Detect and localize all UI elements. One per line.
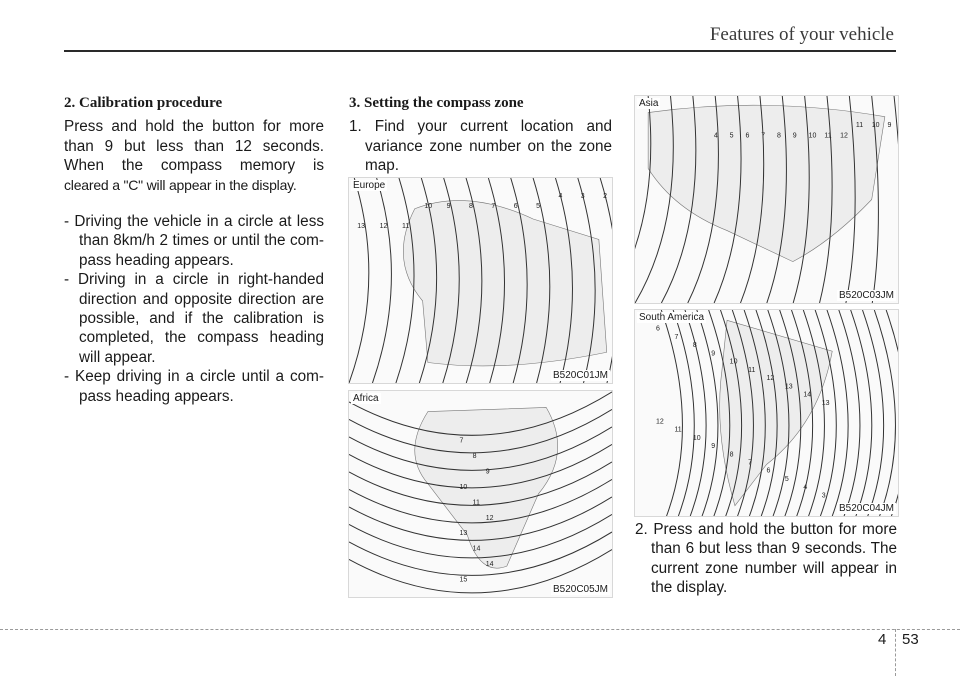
africa-map — [348, 390, 613, 598]
europe-map — [348, 177, 613, 384]
zone-number-label: 5 — [729, 132, 734, 140]
zone-number-label: 6 — [656, 325, 660, 333]
map-figure-code: B520C03JM — [838, 290, 894, 301]
map-drawing — [349, 391, 612, 597]
zone-number-label: 8 — [729, 451, 734, 459]
map-region-label: Europe — [353, 180, 386, 191]
zone-number-label: 10 — [459, 483, 468, 491]
chapter-number: 4 — [878, 631, 887, 648]
zone-section — [349, 94, 612, 176]
calibration-intro-line-3: When the compass memory is — [64, 157, 324, 175]
zone-number-label: 7 — [748, 459, 752, 467]
calibration-intro-line-2: than 9 but less than 12 seconds. — [64, 137, 324, 155]
zone-number-label: 11 — [748, 366, 756, 374]
calibration-intro-line-4: cleared a "C" will appear in the display. — [64, 176, 297, 193]
zone-number-label: 13 — [784, 383, 793, 391]
zone-number-label: 9 — [711, 350, 716, 358]
zone-number-label: 6 — [766, 467, 771, 475]
landmass-outline — [403, 201, 606, 366]
zone-number-label: 11 — [674, 426, 682, 434]
south-america-map — [634, 309, 899, 517]
map-drawing — [635, 96, 898, 303]
zone-heading: 3. Setting the compass zone — [349, 95, 524, 111]
zone-number-label: 12 — [656, 418, 664, 426]
zone-number-label: 14 — [803, 391, 812, 399]
zone-number-label: 10 — [808, 132, 817, 140]
zone-contour-line — [685, 310, 706, 516]
calibration-bullet-list — [64, 212, 324, 406]
zone-number-label: 8 — [469, 203, 473, 210]
zone-number-label: 11 — [401, 223, 410, 230]
zone-number-label: 9 — [485, 468, 490, 476]
zone-number-label: 11 — [824, 132, 832, 140]
zone-number-label: 7 — [491, 203, 496, 210]
map-figure-code: B520C01JM — [552, 370, 608, 381]
calibration-bullet: - Driving the vehicle in a circle at less than 8km/h 2 times or until the com-pass heading appears. — [64, 213, 324, 269]
zone-number-label: 14 — [485, 561, 494, 569]
zone-number-label: 14 — [472, 545, 481, 553]
asia-map — [634, 95, 899, 304]
map-region-label: Africa — [353, 393, 379, 404]
footer-divider — [895, 629, 896, 676]
calibration-bullet: - Keep driving in a circle until a com-pass heading appears. — [64, 368, 324, 405]
calibration-heading: 2. Calibration procedure — [64, 95, 223, 111]
zone-number-label: 13 — [357, 223, 366, 230]
zone-number-label: 12 — [766, 375, 775, 383]
zone-number-label: 6 — [745, 132, 750, 140]
zone-number-label: 12 — [485, 514, 494, 522]
zone-number-label: 10 — [729, 358, 738, 366]
zone-steps-cont — [635, 520, 897, 598]
zone-number-label: 10 — [424, 203, 433, 210]
map-drawing — [349, 178, 612, 383]
zone-number-label: 9 — [792, 132, 797, 140]
zone-number-label: 4 — [558, 193, 563, 200]
footer-rule — [0, 629, 960, 630]
page-number: 53 — [902, 631, 919, 648]
zone-number-label: 4 — [713, 132, 718, 140]
zone-number-label: 13 — [821, 399, 830, 407]
zone-number-label: 8 — [692, 342, 697, 350]
zone-contour-line — [886, 310, 898, 516]
zone-number-label: 10 — [871, 122, 880, 130]
zone-step-1: 1. Find your current location and variance zone number on the zone map. — [349, 118, 612, 175]
zone-number-label: 5 — [536, 203, 541, 210]
zone-number-label: 4 — [803, 484, 808, 492]
zone-steps — [349, 117, 612, 175]
zone-contour-line — [673, 310, 694, 516]
zone-number-label: 9 — [446, 203, 451, 210]
zone-number-label: 9 — [887, 122, 892, 130]
zone-number-label: 7 — [761, 132, 766, 140]
zone-number-label: 12 — [840, 132, 848, 140]
zone-number-label: 7 — [459, 437, 464, 445]
calibration-bullet: - Driving in a circle in right-handed direction and opposite direction are possible, and if the calibration is completed, the compass heading will appear. — [64, 271, 324, 366]
zone-number-label: 11 — [855, 122, 864, 130]
zone-contour-line — [894, 96, 898, 303]
zone-number-label: 5 — [784, 475, 789, 483]
zone-contour-line — [851, 310, 872, 516]
zone-contour-line — [661, 310, 682, 516]
calibration-section — [64, 94, 324, 406]
zone-contour-line — [839, 310, 860, 516]
header-rule — [64, 50, 896, 52]
zone-number-label: 7 — [674, 333, 679, 341]
zone-number-label: 15 — [459, 576, 468, 584]
zone-contour-line — [697, 310, 718, 516]
zone-contour-line — [874, 310, 895, 516]
calibration-intro-line-1: Press and hold the button for more — [64, 118, 324, 136]
zone-number-label: 12 — [379, 223, 388, 230]
zone-number-label: 8 — [472, 452, 477, 460]
map-region-label: Asia — [639, 98, 659, 109]
map-figure-code: B520C04JM — [838, 503, 894, 514]
zone-number-label: 2 — [603, 193, 608, 200]
zone-number-label: 8 — [777, 132, 781, 140]
zone-contour-line — [827, 310, 848, 516]
zone-contour-line — [372, 178, 391, 383]
zone-step-2-block — [635, 520, 897, 598]
zone-contour-line — [862, 310, 883, 516]
header-title: Features of your vehicle — [709, 24, 894, 45]
zone-contour-line — [815, 310, 836, 516]
zone-step-2: 2. Press and hold the button for more than 6 but less than 9 seconds. The current zone number will appear in the display. — [635, 521, 897, 597]
zone-number-label: 10 — [692, 434, 701, 442]
zone-number-label: 13 — [459, 530, 468, 538]
zone-number-label: 3 — [821, 492, 826, 500]
zone-number-label: 9 — [711, 443, 716, 451]
zone-number-label: 6 — [513, 203, 518, 210]
zone-number-label: 11 — [472, 499, 480, 507]
map-region-label: South America — [639, 312, 705, 323]
map-drawing — [635, 310, 898, 516]
zone-contour-line — [349, 178, 369, 383]
landmass-outline — [648, 105, 885, 261]
map-figure-code: B520C05JM — [552, 584, 608, 595]
zone-number-label: 3 — [580, 193, 585, 200]
